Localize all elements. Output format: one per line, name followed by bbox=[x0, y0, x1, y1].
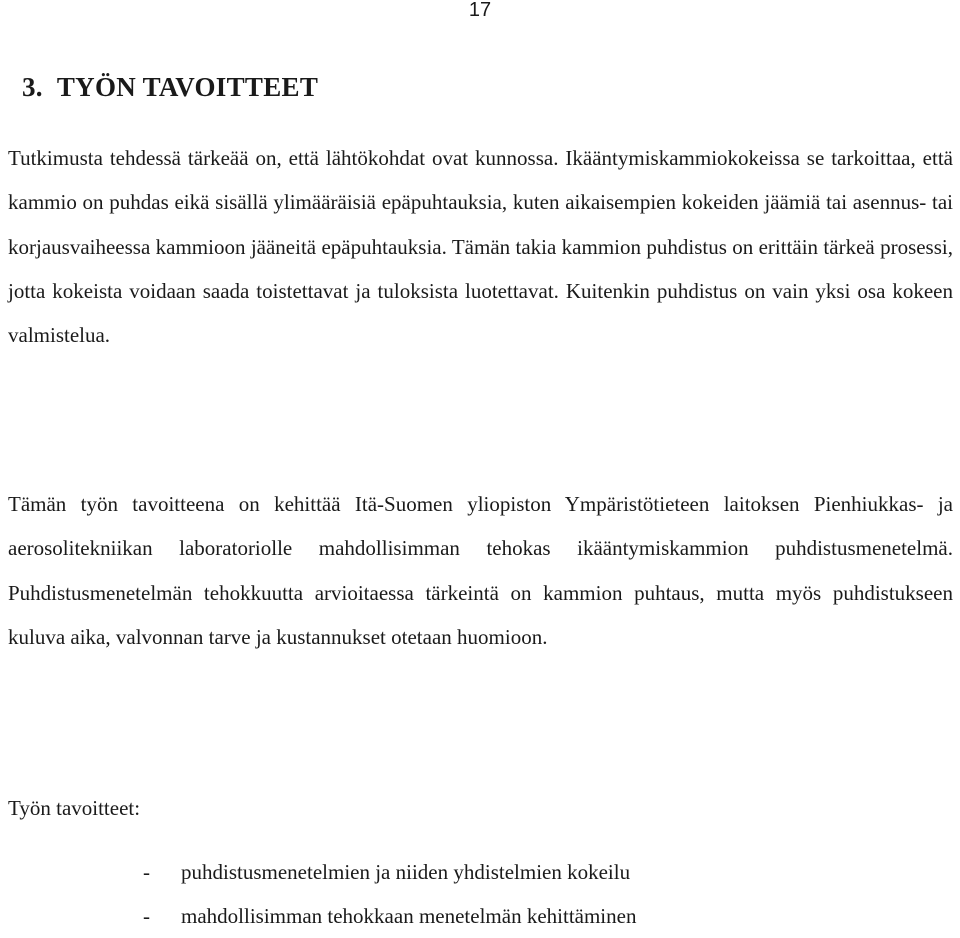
paragraph-intro: Tutkimusta tehdessä tärkeää on, että lähtökohdat ovat kunnossa. Ikääntymiskammiokokeissa se tarkoittaa, että kammio on puhdas eikä sisällä ylimääräisiä epäpuhtauksia, kuten aikaisempien kokeiden jäämiä tai asennus- tai korjausvaiheessa kammioon jääneitä epäpuhtauksia. Tämän takia kammion puhdistus on erittäin tärkeä prosessi, jotta kokeista voidaan saada toistettavat ja tuloksista luotettavat. Kuitenkin puhdistus on vain yksi osa kokeen valmistelua. bbox=[8, 146, 953, 348]
list-bullet: - bbox=[143, 904, 150, 928]
section-number: 3. bbox=[22, 72, 43, 102]
section-heading bbox=[22, 68, 318, 106]
list-item-text: puhdistusmenetelmien ja niiden yhdistelmien kokeilu bbox=[181, 860, 631, 884]
list-bullet: - bbox=[143, 860, 150, 884]
paragraph-objective: Tämän työn tavoitteena on kehittää Itä-Suomen yliopiston Ympäristötieteen laitoksen Pienhiukkas- ja aerosolitekniikan laboratoriolle mahdollisimman tehokas ikääntymiskammion puhdistusmenetelmä. Puhdistusmenetelmän tehokkuutta arvioitaessa tärkeintä on kammion puhtaus, mutta myös puhdistukseen kuluva aika, valvonnan tarve ja kustannukset otetaan huomioon. bbox=[8, 492, 953, 649]
goals-label: Työn tavoitteet: bbox=[8, 796, 141, 820]
page-number: 17 bbox=[468, 0, 492, 21]
list-item-text: mahdollisimman tehokkaan menetelmän kehittäminen bbox=[181, 904, 637, 928]
section-title: TYÖN TAVOITTEET bbox=[56, 72, 319, 102]
